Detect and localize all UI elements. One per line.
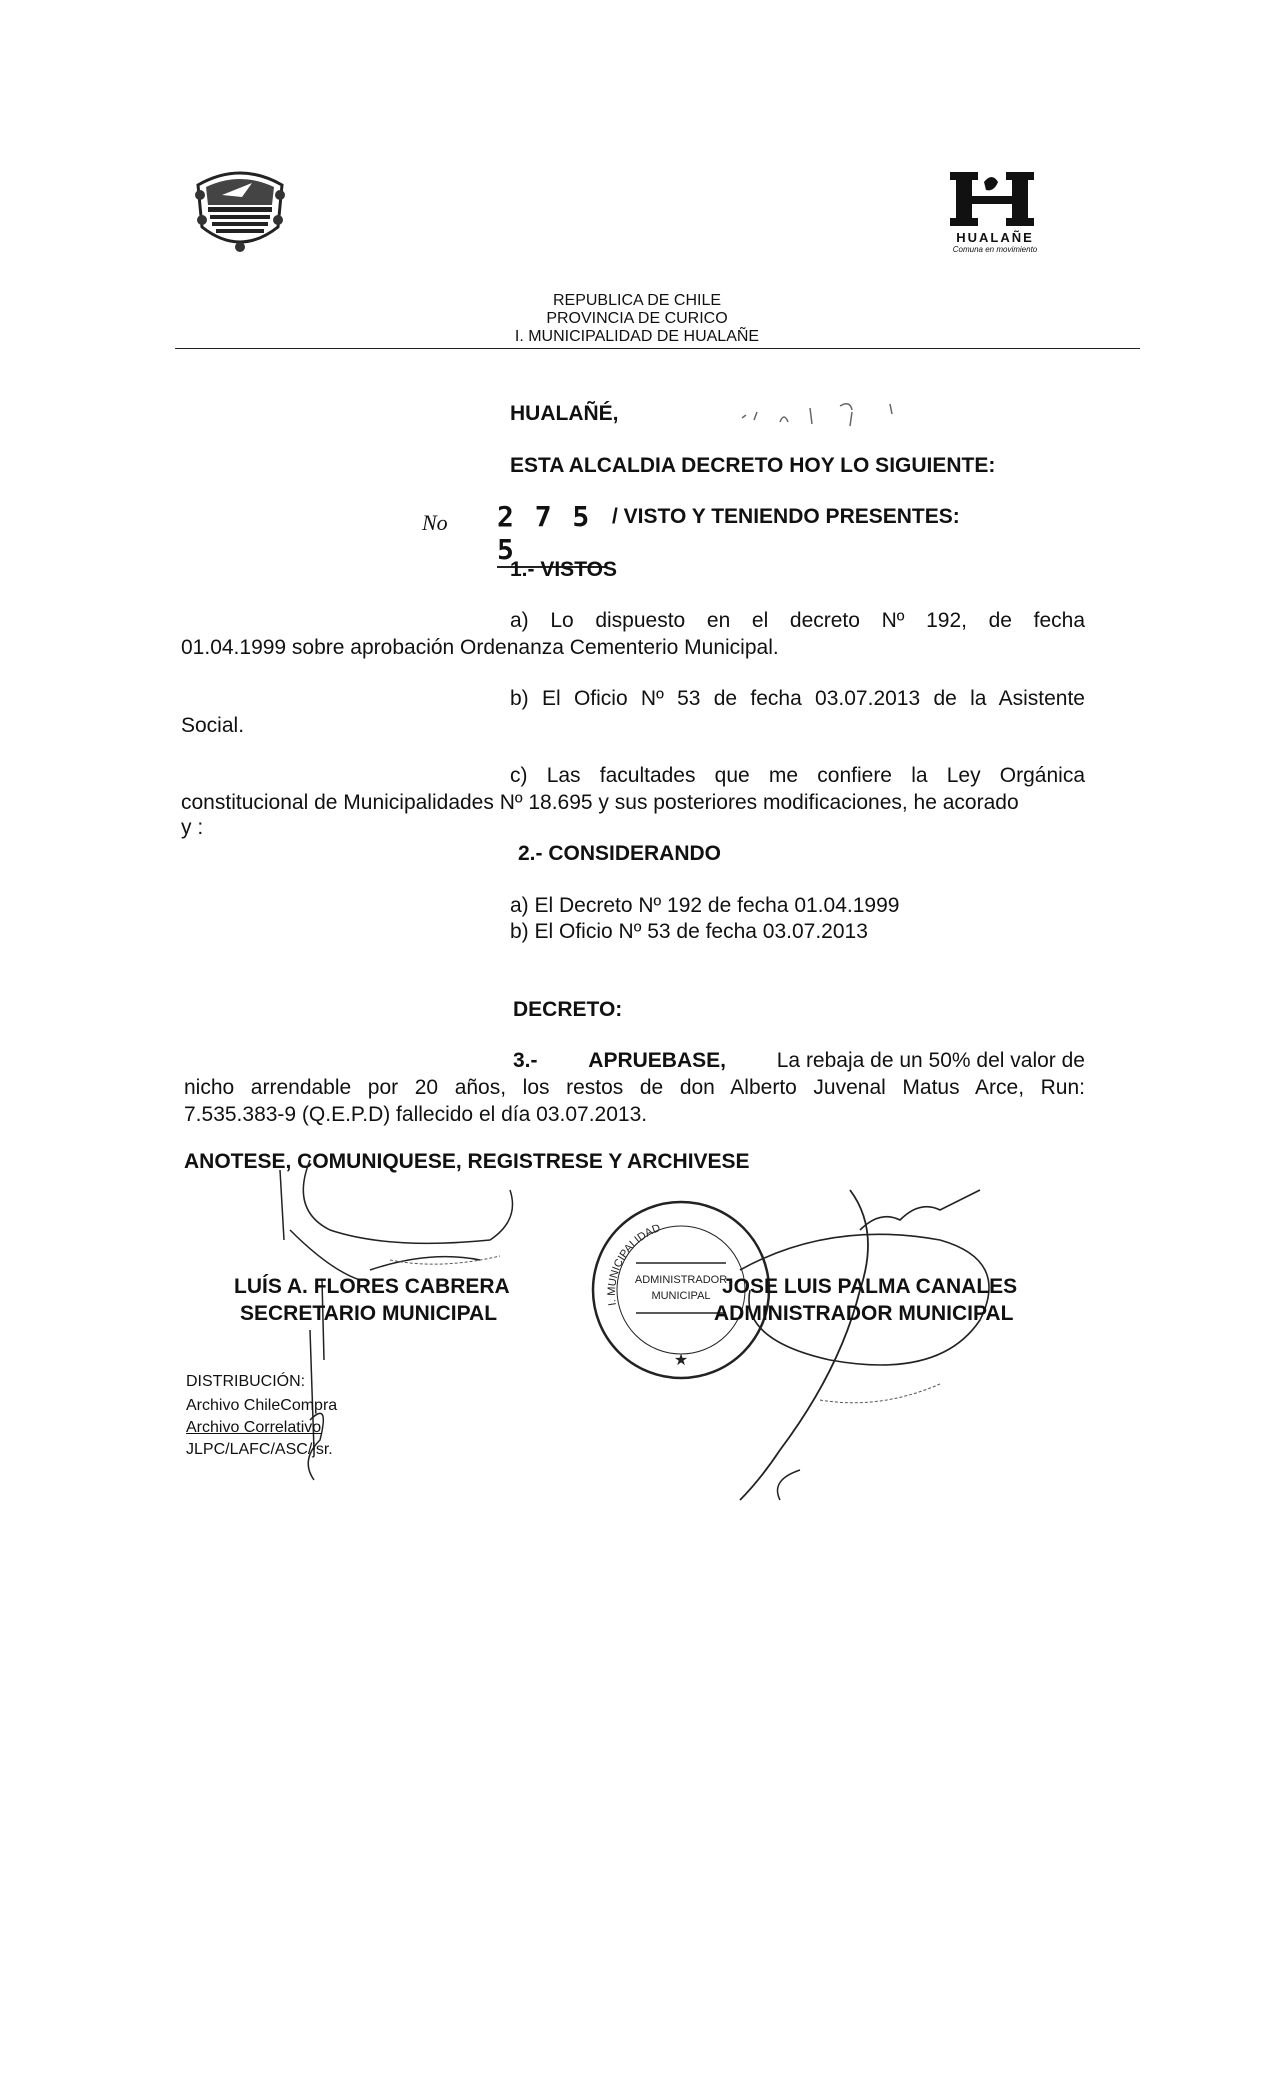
vistos-b-line2: Social. [181, 714, 245, 737]
header-line-municipalidad: I. MUNICIPALIDAD DE HUALAÑE [514, 328, 760, 345]
right-signature [680, 1170, 1100, 1515]
considerando-a: a) El Decreto Nº 192 de fecha 01.04.1999 [510, 894, 900, 917]
vistos-b-line1: b) El Oficio Nº 53 de fecha 03.07.2013 de la Asistente [510, 687, 1085, 710]
vistos-a-line1: a) Lo dispuesto en el decreto Nº 192, de fecha [510, 609, 1085, 632]
considerando-heading: 2.- CONSIDERANDO [518, 842, 722, 865]
vistos-c-line3: y : [181, 816, 204, 839]
left-signatory-name: LUÍS A. FLORES CABRERA [234, 1275, 510, 1298]
vistos-c-line1: c) Las facultades que me confiere la Ley Orgánica [510, 764, 1085, 787]
decreto-line3: 7.535.383-9 (Q.E.P.D) fallecido el día 03.07.2013. [184, 1103, 648, 1126]
distribution-item: Archivo Correlativo [186, 1419, 322, 1436]
decree-number-handwritten: 2 7 5 5 [497, 500, 607, 568]
vistos-a-line2: 01.04.1999 sobre aprobación Ordenanza Cementerio Municipal. [181, 636, 779, 659]
logo-wordmark: HUALAÑE [956, 230, 1034, 245]
decreto-heading: DECRETO: [513, 998, 623, 1021]
stamp-center-line2: MUNICIPAL [651, 1290, 711, 1302]
closing-formula: ANOTESE, COMUNIQUESE, REGISTRESE Y ARCHIVESE [184, 1150, 750, 1173]
number-prefix: No [422, 510, 448, 535]
vistos-heading: 1.- VISTOS [510, 558, 617, 581]
decreto-item-keyword: APRUEBASE, [588, 1049, 726, 1072]
logo-tagline: Comuna en movimiento [952, 245, 1038, 254]
hualane-logo [940, 168, 1050, 263]
decreto-item-line1 [513, 1047, 1085, 1074]
distribution-item: Archivo ChileCompra [186, 1397, 338, 1414]
date-stamp-marks [740, 398, 920, 443]
header-rule [175, 348, 1140, 349]
place-label: HUALAÑÉ, [510, 402, 619, 425]
svg-text:★: ★ [673, 1352, 689, 1369]
stamp-center-line1: ADMINISTRADOR [634, 1274, 728, 1286]
decreto-item-number: 3.- [513, 1049, 538, 1072]
stamp-ring-text: I. MUNICIPALIDAD [605, 1222, 663, 1307]
intro-heading: ESTA ALCALDIA DECRETO HOY LO SIGUIENTE: [510, 454, 996, 477]
header-line-provincia: PROVINCIA DE CURICO [546, 310, 728, 327]
right-signatory-name: JOSE LUIS PALMA CANALES [722, 1275, 1018, 1298]
decreto-item-text: La rebaja de un 50% del valor de [776, 1049, 1085, 1072]
distribution-heading: DISTRIBUCIÓN: [186, 1373, 306, 1390]
decreto-line2: nicho arrendable por 20 años, los restos de don Alberto Juvenal Matus Arce, Run: [184, 1076, 1085, 1099]
header-line-republica: REPUBLICA DE CHILE [552, 292, 722, 309]
coat-of-arms-logo [192, 165, 288, 255]
vistos-c-line2: constitucional de Municipalidades Nº 18.695 y sus posteriores modificaciones, he acorado [181, 791, 1019, 814]
visto-line: / VISTO Y TENIENDO PRESENTES: [612, 505, 960, 528]
distribution-item: JLPC/LAFC/ASC/jsr. [186, 1441, 333, 1458]
considerando-b: b) El Oficio Nº 53 de fecha 03.07.2013 [510, 920, 868, 943]
right-signatory-title: ADMINISTRADOR MUNICIPAL [714, 1302, 1014, 1325]
left-signatory-title: SECRETARIO MUNICIPAL [240, 1302, 498, 1325]
